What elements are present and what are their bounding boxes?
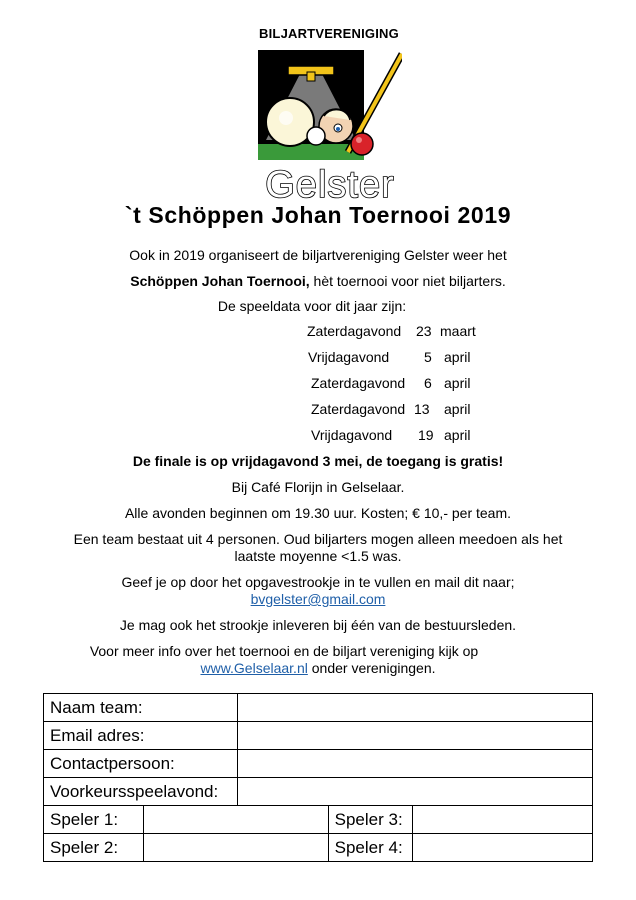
club-logo <box>244 24 414 206</box>
website-line <box>0 660 636 677</box>
date-num: 6 <box>424 375 432 391</box>
date-month: april <box>444 427 471 443</box>
player-2-field[interactable] <box>143 834 328 862</box>
team-line-2: laatste moyenne <1.5 was. <box>234 548 402 564</box>
date-month: april <box>444 375 471 391</box>
form-label-preference: Voorkeursspeelavond: <box>44 778 238 806</box>
logo-top-text: BILJARTVERENIGING <box>259 26 399 41</box>
player-1-field[interactable] <box>143 806 328 834</box>
form-label-email: Email adres: <box>44 722 238 750</box>
date-month: april <box>444 401 471 417</box>
preference-field[interactable] <box>237 778 592 806</box>
finale-line: De finale is op vrijdagavond 3 mei, de toegang is gratis! <box>132 453 504 469</box>
location-line: Bij Café Florijn in Gelselaar. <box>231 479 405 495</box>
billiard-player-icon <box>252 44 402 170</box>
website-line-rest: onder verenigingen. <box>307 660 436 676</box>
form-row-email <box>44 722 593 750</box>
intro-line-1: Ook in 2019 organiseert de biljartvereniging Gelster weer het <box>129 247 507 263</box>
form-label-player-2: Speler 2: <box>44 834 144 862</box>
date-day: Vrijdagavond <box>311 427 393 443</box>
form-label-team: Naam team: <box>44 694 238 722</box>
date-num: 19 <box>418 427 434 443</box>
date-month: april <box>444 349 471 365</box>
form-row-preference <box>44 778 593 806</box>
info-line: Voor meer info over het toernooi en de biljart vereniging kijk op <box>89 643 479 659</box>
email-link[interactable]: bvgelster@gmail.com <box>250 591 386 607</box>
date-day: Zaterdagavond <box>311 375 406 391</box>
signup-form <box>43 693 593 862</box>
intro-line-3: De speeldata voor dit jaar zijn: <box>217 298 407 314</box>
date-day: Vrijdagavond <box>308 349 390 365</box>
date-day: Zaterdagavond <box>307 323 402 339</box>
team-line-1: Een team bestaat uit 4 personen. Oud biljarters mogen alleen meedoen als het <box>73 531 563 547</box>
player-4-field[interactable] <box>412 834 592 862</box>
form-row-players-1-3 <box>44 806 593 834</box>
date-month: maart <box>440 323 476 339</box>
submit-line: Je mag ook het strookje inleveren bij één van de bestuursleden. <box>119 617 517 633</box>
form-row-contact <box>44 750 593 778</box>
start-cost-line: Alle avonden beginnen om 19.30 uur. Kosten; € 10,- per team. <box>124 505 512 521</box>
signup-line: Geef je op door het opgavestrookje in te vullen en mail dit naar; <box>121 574 515 590</box>
form-row-team <box>44 694 593 722</box>
tournament-name: Schöppen Johan Toernooi, <box>130 273 310 289</box>
date-num: 23 <box>416 323 432 339</box>
date-day: Zaterdagavond <box>311 401 406 417</box>
logo-name: Gelster <box>265 164 395 206</box>
form-label-player-1: Speler 1: <box>44 806 144 834</box>
form-label-contact: Contactpersoon: <box>44 750 238 778</box>
email-line <box>0 591 636 608</box>
date-num: 13 <box>414 401 430 417</box>
intro-line-2 <box>0 273 636 290</box>
website-link[interactable]: www.Gelselaar.nl <box>200 660 308 676</box>
page-title: `t Schöppen Johan Toernooi 2019 <box>124 202 512 228</box>
date-num: 5 <box>424 349 432 365</box>
player-3-field[interactable] <box>412 806 592 834</box>
contact-field[interactable] <box>237 750 592 778</box>
form-label-player-3: Speler 3: <box>328 806 412 834</box>
form-label-player-4: Speler 4: <box>328 834 412 862</box>
form-row-players-2-4 <box>44 834 593 862</box>
team-name-field[interactable] <box>237 694 592 722</box>
email-field[interactable] <box>237 722 592 750</box>
intro-line-2-rest: hèt toernooi voor niet biljarters. <box>309 273 506 289</box>
